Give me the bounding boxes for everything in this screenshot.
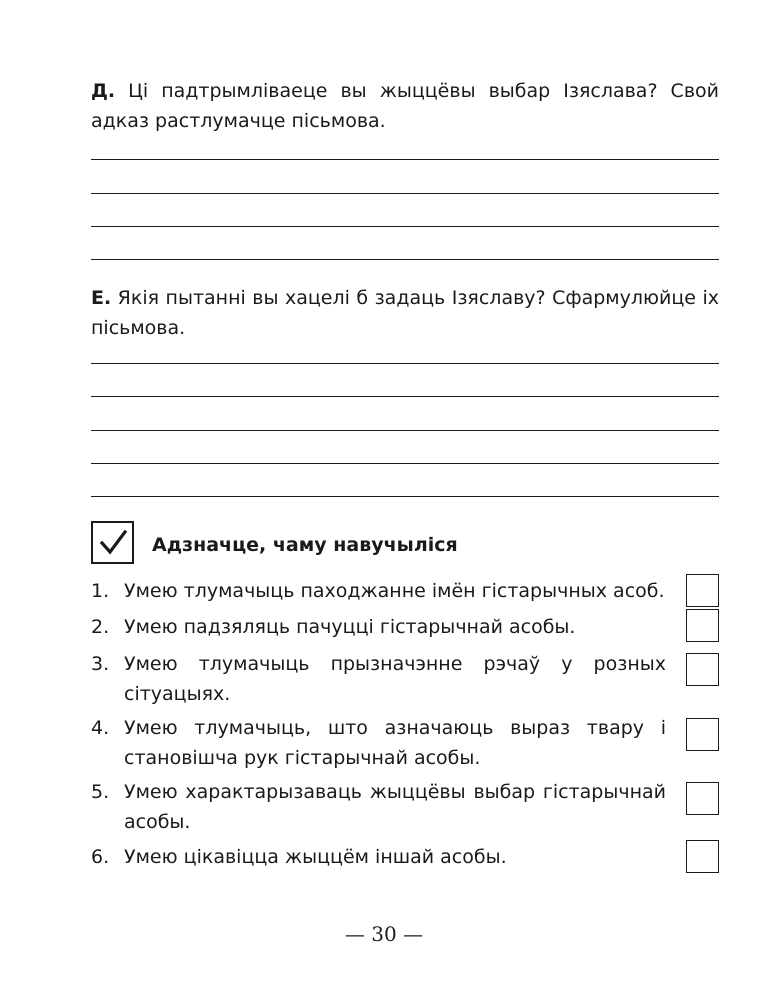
item-number: 1.: [91, 580, 110, 602]
question-d: [91, 76, 719, 136]
self-check-item-6: [91, 842, 666, 872]
item-text: Умею характарызаваць жыццёвы выбар гістарычнай асобы.: [124, 781, 666, 833]
question-e-text: Якія пытанні вы хацелі б задаць Ізяславу? Сфармулюйце іх пісьмова.: [91, 287, 719, 339]
answer-line-e-4[interactable]: [91, 463, 719, 464]
item-number: 5.: [91, 781, 110, 803]
item-number: 6.: [91, 846, 110, 868]
question-d-letter: Д.: [91, 80, 116, 102]
item-number: 2.: [91, 616, 110, 638]
self-check-checkbox-5[interactable]: [686, 782, 719, 815]
self-check-title: Адзначце, чаму навучыліся: [152, 534, 458, 556]
self-check-item-1: [91, 576, 666, 606]
item-number: 3.: [91, 653, 110, 675]
answer-line-e-1[interactable]: [91, 363, 719, 364]
item-text: Умею тлумачыць прызначэнне рэчаў у розных сітуацыях.: [124, 653, 666, 705]
answer-line-d-4[interactable]: [91, 259, 719, 260]
self-check-item-3: [91, 649, 666, 709]
question-e-letter: Е.: [91, 287, 112, 309]
checkmark-icon: [98, 528, 128, 558]
item-number: 4.: [91, 717, 110, 739]
checkmark-box: [91, 521, 134, 564]
self-check-checkbox-2[interactable]: [686, 609, 719, 642]
item-text: Умею цікавіцца жыццём іншай асобы.: [124, 846, 507, 868]
question-e: [91, 283, 719, 343]
answer-line-d-2[interactable]: [91, 193, 719, 194]
answer-line-d-1[interactable]: [91, 159, 719, 160]
item-text: Умею тлумачыць, што азначаюць выраз твару і становішча рук гістарычнай асобы.: [124, 717, 666, 769]
question-d-text: Ці падтрымліваеце вы жыццёвы выбар Ізяслава? Свой адказ растлумачце пісьмова.: [91, 80, 719, 132]
self-check-checkbox-3[interactable]: [686, 653, 719, 686]
self-check-checkbox-4[interactable]: [686, 718, 719, 751]
page-number: — 30 —: [344, 922, 424, 946]
item-text: Умею тлумачыць паходжанне імён гістарычных асоб.: [124, 580, 665, 602]
answer-line-d-3[interactable]: [91, 226, 719, 227]
answer-line-e-5[interactable]: [91, 496, 719, 497]
self-check-checkbox-6[interactable]: [686, 840, 719, 873]
answer-line-e-2[interactable]: [91, 396, 719, 397]
self-check-item-4: [91, 713, 666, 773]
self-check-item-5: [91, 777, 666, 837]
item-text: Умею падзяляць пачуцці гістарычнай асобы.: [124, 616, 576, 638]
answer-line-e-3[interactable]: [91, 430, 719, 431]
self-check-item-2: [91, 612, 666, 642]
self-check-checkbox-1[interactable]: [686, 574, 719, 607]
